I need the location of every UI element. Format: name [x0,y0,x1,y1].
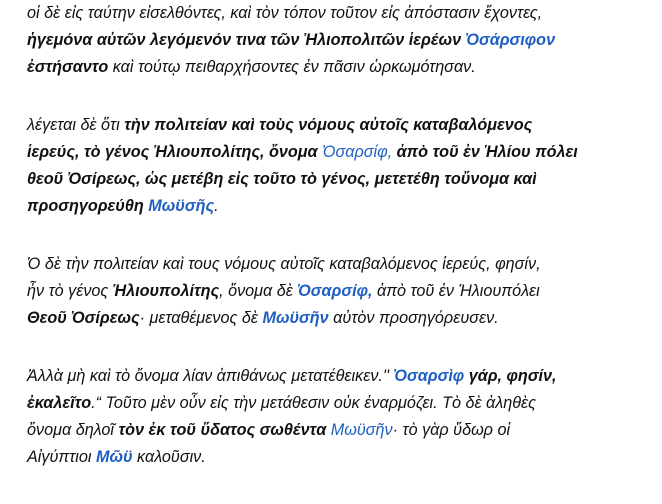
name-highlight: Μῶϋ [95,448,133,466]
name-highlight: Ὀσαρσίφ, [322,143,393,161]
text-span: ἱερεύς, τὸ γένος Ἡλιουπολίτης, ὄνομα [27,143,323,161]
text-span: τὸν ἐκ τοῦ ὕδατος σωθέντα [118,421,327,439]
document-body [27,0,657,471]
text-line [27,278,657,305]
text-span: Θεοῦ Ὀσίρεως [27,309,140,327]
paragraph-gap [27,220,657,251]
text-span: ἀπὸ τοῦ ἐν Ἡλίου πόλει [392,143,578,161]
text-span: . [214,197,219,215]
text-line [27,139,657,166]
name-highlight: Μωϋσῆν [262,309,329,327]
text-line [27,417,657,444]
text-span: οἱ δὲ εἰς ταύτην εἰσελθόντες, καὶ τὸν τόπον τοῦτον εἰς ἀπόστασιν ἔχοντες, [27,4,543,22]
text-span: λέγεται δὲ ὅτι [27,116,125,134]
name-highlight: Μωϋσῆς [148,197,215,215]
text-span: Ὁ δὲ τὴν πολιτείαν καὶ τους νόμους αὐτοῖς καταβαλόμενος ἱερεύς, φησίν, [27,255,541,273]
text-span: προσηγορεύθη [27,197,149,215]
text-span: · τὸ γὰρ ὕδωρ οἱ [392,421,511,439]
name-highlight: Ὀσαρσὶφ [393,367,465,385]
name-highlight: Ὀσαρσίφ, [297,282,373,300]
paragraph-gap [27,332,657,363]
text-line [27,27,657,54]
text-line [27,363,657,390]
text-line [27,54,657,81]
text-span: ἡγεμόνα αὐτῶν λεγόμενόν τινα τῶν Ἡλιοπολιτῶν ἱερέων [27,31,466,49]
text-span: θεοῦ Ὀσίρεως, ὡς μετέβη εἰς τοῦτο τὸ γένος, μετετέθη τοὔνομα καὶ [27,170,537,188]
text-span: ὄνομα δηλοῖ [27,421,119,439]
text-span: Αἰγύπτιοι [27,448,96,466]
text-span: ἐκαλεῖτο [27,394,92,412]
name-highlight: Μωϋσῆν [330,421,393,439]
text-line [27,444,657,471]
text-span: καλοῦσιν. [132,448,206,466]
text-span: ἐστήσαντο [27,58,109,76]
text-span: , ὄνομα δὲ [219,282,298,300]
text-span: καὶ τούτῳ πειθαρχήσοντες ἐν πᾶσιν ὡρκωμότησαν. [108,58,476,76]
text-line [27,0,657,27]
text-span: ἀπὸ τοῦ ἐν Ἡλιουπόλει [372,282,540,300]
text-span: αὐτὸν προσηγόρευσεν. [328,309,499,327]
text-span: ἦν τὸ γένος [27,282,113,300]
text-span: τὴν πολιτείαν καὶ τοὺς νόμους αὐτοῖς καταβαλόμενος [124,116,533,134]
text-span: .“ Τοῦτο μὲν οὖν εἰς τὴν μετάθεσιν οὐκ ἐναρμόζει. Τὸ δὲ ἀληθὲς [91,394,537,412]
paragraph-gap [27,81,657,112]
text-span: γάρ, φησίν, [464,367,557,385]
text-line [27,193,657,220]
text-span: · μεταθέμενος δὲ [139,309,263,327]
text-line [27,305,657,332]
text-line [27,112,657,139]
text-line [27,166,657,193]
name-highlight: Ὀσάρσιφον [465,31,556,49]
text-line [27,251,657,278]
text-span: Ἀλλὰ μὴ καὶ τὸ ὄνομα λίαν ἀπιθάνως μετατέθεικεν.'' [27,367,394,385]
text-line [27,390,657,417]
text-span: Ἡλιουπολίτης [112,282,220,300]
